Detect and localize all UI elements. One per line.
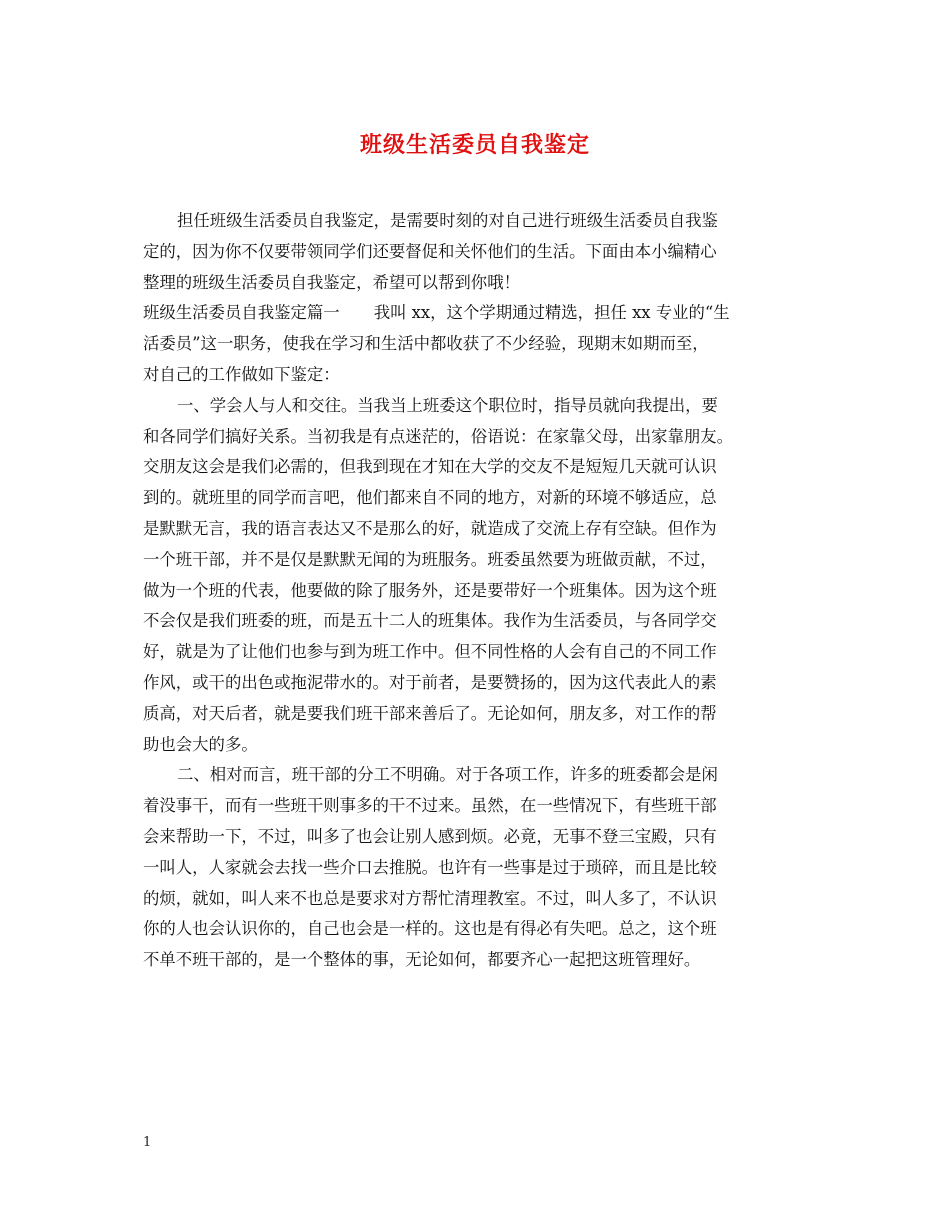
body-line: 到的。就班里的同学而言吧，他们都来自不同的地方，对新的环境不够适应，总 (143, 488, 717, 508)
body-line: 一个班干部，并不是仅是默默无闻的为班服务。班委虽然要为班做贡献，不过， (143, 549, 717, 569)
body-line: 不会仅是我们班委的班，而是五十二人的班集体。我作为生活委员，与各同学交 (143, 611, 717, 631)
body-line: 不单不班干部的，是一个整体的事，无论如何，都要齐心一起把这班管理好。 (143, 950, 701, 970)
body-line: 对自己的工作做如下鉴定： (143, 364, 340, 384)
body-line: 担任班级生活委员自我鉴定，是需要时刻的对自己进行班级生活委员自我鉴 (177, 211, 718, 230)
document-body (143, 206, 815, 976)
body-line: 好，就是为了让他们也参与到为班工作中。但不同性格的人会有自己的不同工作 (143, 642, 717, 662)
body-line: 助也会大的多。 (143, 734, 258, 754)
body-line: 我叫 xx，这个学期通过精选，担任 xx 专业的“生 (373, 303, 730, 323)
body-line: 二、相对而言，班干部的分工不明确。对于各项工作，许多的班委都会是闲 (177, 765, 718, 785)
body-line: 活委员”这一职务，使我在学习和生活中都收获了不少经验，现期末如期而至， (143, 334, 709, 354)
body-line: 你的人也会认识你的，自己也会是一样的。这也是有得必有失吧。总之，这个班 (143, 919, 717, 939)
body-line: 交朋友这会是我们必需的，但我到现在才知在大学的交友不是短短几天就可认识 (143, 457, 717, 477)
body-line: 作风，或干的出色或拖泥带水的。对于前者，是要赞扬的，因为这代表此人的素 (143, 672, 717, 692)
body-line: 会来帮助一下，不过，叫多了也会让别人感到烦。必竟，无事不登三宝殿，只有 (143, 826, 717, 846)
body-line: 着没事干，而有一些班干则事多的干不过来。虽然，在一些情况下，有些班干部 (143, 796, 717, 816)
body-line: 一、学会人与人和交往。当我当上班委这个职位时，指导员就向我提出，要 (177, 395, 718, 415)
body-line: 的烦，就如，叫人来不也总是要求对方帮忙清理教室。不过，叫人多了，不认识 (143, 888, 717, 908)
body-line: 一叫人，人家就会去找一些介口去推脱。也许有一些事是过于琐碎，而且是比较 (143, 857, 717, 877)
body-line: 是默默无言，我的语言表达又不是那么的好，就造成了交流上存有空缺。但作为 (143, 518, 717, 538)
body-line: 质高，对天后者，就是要我们班干部来善后了。无论如何，朋友多，对工作的帮 (143, 703, 717, 723)
page-number: 1 (143, 1135, 152, 1150)
body-line: 定的，因为你不仅要带领同学们还要督促和关怀他们的生活。下面由本小编精心 (143, 241, 717, 261)
section-heading: 班级生活委员自我鉴定篇一 (143, 303, 340, 323)
body-line: 和各同学们搞好关系。当初我是有点迷茫的，俗语说：在家靠父母，出家靠朋友。 (143, 426, 734, 446)
body-line: 做为一个班的代表，他要做的除了服务外，还是要带好一个班集体。因为这个班 (143, 580, 717, 600)
body-line: 整理的班级生活委员自我鉴定，希望可以帮到你哦！ (143, 272, 520, 292)
body-line-with-heading (143, 298, 815, 329)
document-title: 班级生活委员自我鉴定 (359, 132, 590, 158)
